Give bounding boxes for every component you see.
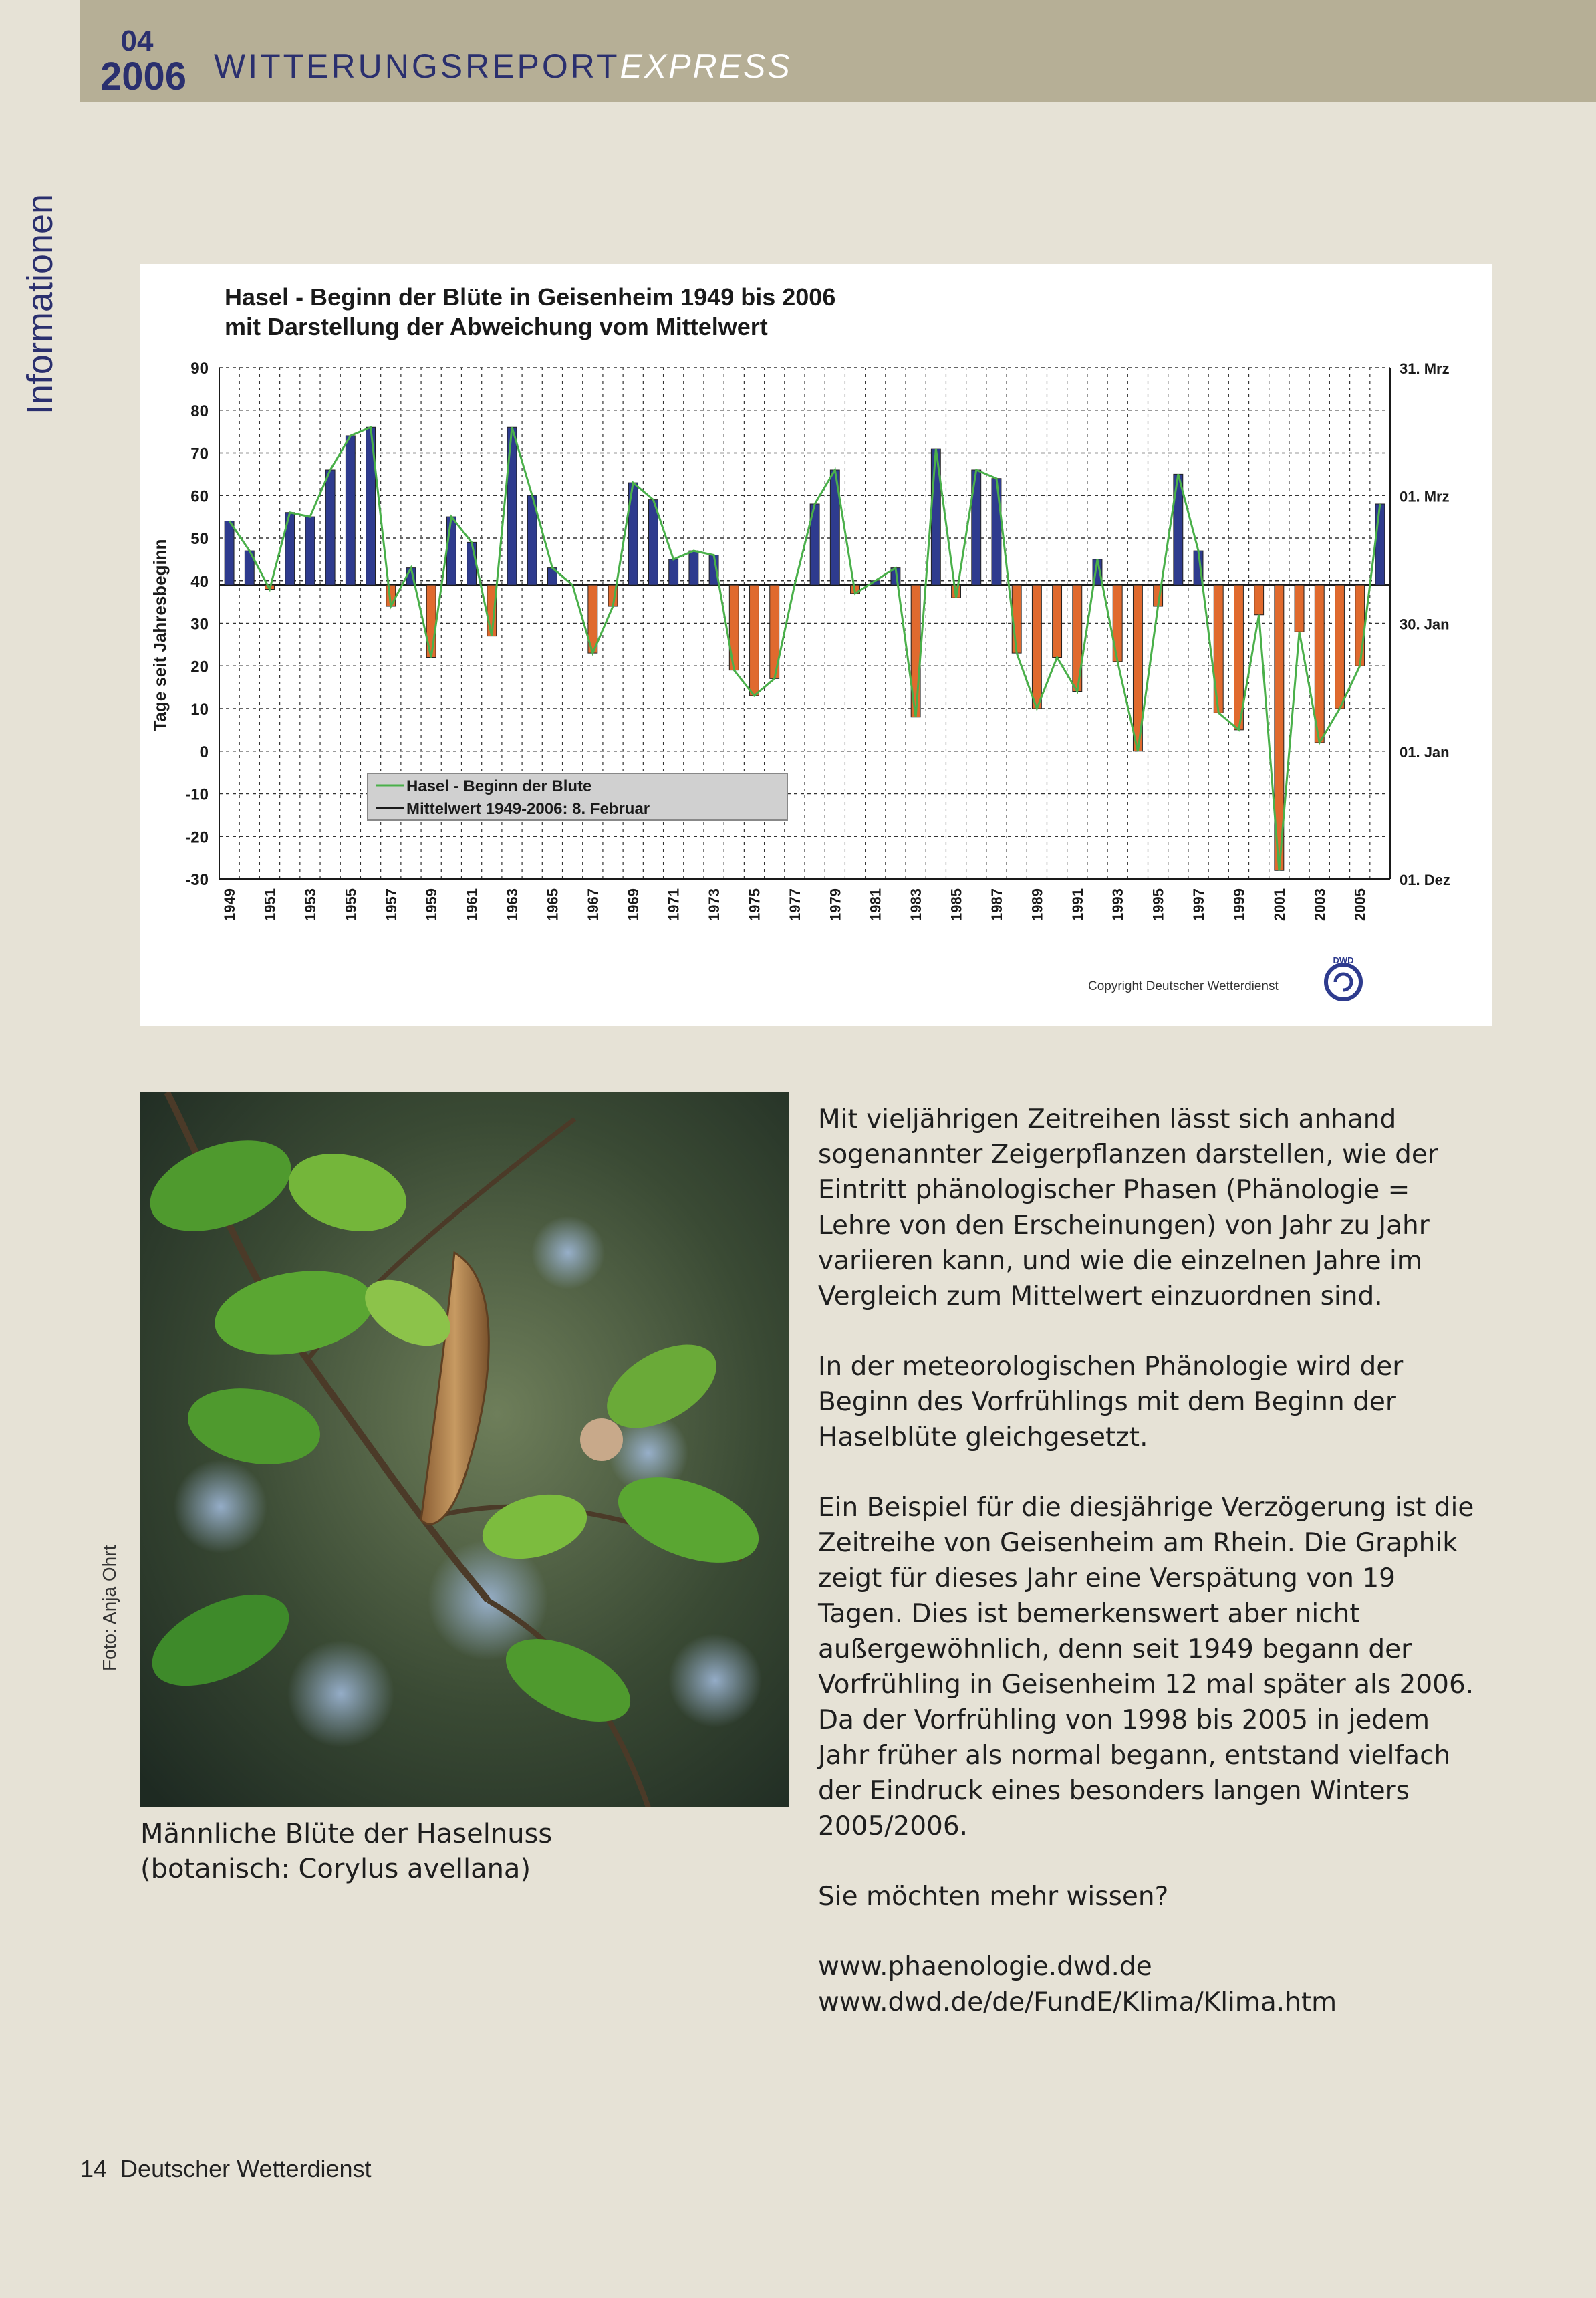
- bokeh-light: [668, 1634, 762, 1727]
- page-number: 14: [80, 2155, 108, 2182]
- bud: [580, 1418, 623, 1461]
- caption-line-1: Männliche Blüte der Haselnuss: [140, 1819, 553, 1849]
- hazel-catkin-illustration: [140, 1092, 789, 1807]
- report-title-main: WITTERUNGSREPORT: [214, 47, 620, 85]
- right-axis-date-label: 01. Mrz: [1400, 488, 1450, 505]
- y-tick-label: -30: [185, 871, 209, 889]
- y-tick-label: 30: [190, 615, 209, 634]
- report-title-suffix: EXPRESS: [620, 47, 792, 85]
- article-paragraph-3: Ein Beispiel für die diesjährige Verzögerung ist die Zeitreihe von Geisenheim am Rhein. Die Graphik zeigt für dieses Jahr eine Verspätung von 19 Tagen. Dies ist bemerkenswert aber nicht außergewöhnlich, denn seit 1949 begann der Vorfrühling in Geisenheim 12 mal später als 2006. Da der Vorfrühling von 1998 bis 2005 in jedem Jahr früher als normal begann, entstand vielfach der Eindruck eines besonders langen Winters 2005/2006.: [818, 1493, 1474, 1841]
- article-body: [818, 1102, 1486, 2020]
- x-tick-label: 1975: [746, 888, 763, 921]
- y-tick-label: 70: [190, 444, 209, 463]
- hazel-photo: [140, 1092, 789, 1807]
- x-tick-label: 1951: [261, 888, 279, 921]
- x-tick-label: 2005: [1351, 888, 1369, 921]
- y-tick-label: 50: [190, 530, 209, 548]
- y-tick-label: -20: [185, 828, 209, 847]
- x-tick-label: 1991: [1069, 888, 1086, 921]
- x-tick-label: 1981: [867, 888, 884, 921]
- x-tick-label: 1989: [1029, 888, 1046, 921]
- x-tick-label: 1993: [1109, 888, 1127, 921]
- x-tick-label: 1949: [221, 888, 239, 921]
- x-tick-label: 1955: [342, 888, 360, 921]
- y-tick-label: 90: [190, 360, 209, 378]
- report-title: [214, 47, 792, 86]
- right-axis-date-label: 30. Jan: [1400, 616, 1450, 633]
- y-tick-label: 20: [190, 658, 209, 676]
- y-tick-label: -10: [185, 785, 209, 804]
- bar-1975: [750, 585, 759, 696]
- x-tick-label: 1979: [827, 888, 844, 921]
- x-tick-label: 1997: [1190, 888, 1208, 921]
- hasel-bloom-chart: [140, 264, 1492, 1026]
- chart-legend: [368, 773, 787, 820]
- legend-mean-label: Mittelwert 1949-2006: 8. Februar: [406, 800, 650, 818]
- x-tick-label: 1999: [1230, 888, 1248, 921]
- link-dwd-klima[interactable]: www.dwd.de/de/FundE/Klima/Klima.htm: [818, 1987, 1337, 2017]
- bar-1954: [325, 470, 335, 585]
- x-tick-label: 2001: [1271, 888, 1288, 921]
- bar-1989: [1032, 585, 1041, 709]
- bar-2002: [1295, 585, 1304, 632]
- bar-2000: [1254, 585, 1264, 615]
- bar-2006: [1375, 504, 1385, 585]
- dwd-logo-ring: [1326, 965, 1361, 999]
- issue-year: 2006: [100, 55, 187, 98]
- y-tick-label: 80: [190, 402, 209, 420]
- x-tick-label: 1971: [665, 888, 682, 921]
- bokeh-light: [174, 1460, 267, 1553]
- caption-line-2: (botanisch: Corylus avellana): [140, 1854, 531, 1884]
- x-tick-label: 1965: [544, 888, 561, 921]
- y-tick-label: 0: [199, 743, 209, 761]
- side-section-label: Informationen: [20, 193, 60, 415]
- photo-credit: Foto: Anja Ohrt: [99, 1545, 120, 1671]
- bar-2003: [1315, 585, 1324, 743]
- y-tick-label: 60: [190, 487, 209, 506]
- x-tick-label: 1959: [423, 888, 440, 921]
- article-paragraph-1: Mit vieljährigen Zeitreihen lässt sich anhand sogenannter Zeigerpflanzen darstellen, wie der Eintritt phänologischer Phasen (Phänologie = Lehre von den Erscheinungen) von Jahr zu Jahr variieren kann, und wie die einzelnen Jahre im Vergleich zum Mittelwert einzuordnen sind.: [818, 1104, 1438, 1311]
- bar-2004: [1335, 585, 1345, 709]
- bar-1972: [689, 551, 698, 585]
- x-tick-label: 1967: [584, 888, 602, 921]
- bar-1953: [305, 517, 315, 585]
- page-footer: [80, 2155, 372, 2183]
- photo-caption: [140, 1817, 742, 1886]
- x-tick-label: 1953: [301, 888, 319, 921]
- y-axis-label: Tage seit Jahresbeginn: [150, 539, 170, 731]
- footer-publisher: Deutscher Wetterdienst: [120, 2155, 372, 2182]
- bar-1970: [649, 500, 658, 586]
- chart-panel: [140, 264, 1492, 1026]
- x-tick-label: 1983: [908, 888, 925, 921]
- article-more-info: Sie möchten mehr wissen?: [818, 1882, 1169, 1912]
- x-tick-label: 1995: [1150, 888, 1167, 921]
- right-axis-date-label: 01. Dez: [1400, 872, 1450, 888]
- x-tick-label: 2003: [1311, 888, 1329, 921]
- bar-2005: [1355, 585, 1365, 666]
- x-tick-label: 1961: [463, 888, 481, 921]
- bar-1961: [467, 542, 477, 585]
- bar-1949: [225, 521, 234, 586]
- link-phaenologie[interactable]: www.phaenologie.dwd.de: [818, 1952, 1152, 1982]
- chart-title-line2: mit Darstellung der Abweichung vom Mittelwert: [225, 313, 768, 340]
- dwd-logo-text: DWD: [1333, 955, 1354, 965]
- x-tick-label: 1969: [625, 888, 642, 921]
- x-tick-label: 1963: [504, 888, 521, 921]
- y-tick-label: 40: [190, 572, 209, 591]
- issue-month: 04: [120, 25, 154, 57]
- chart-copyright: Copyright Deutscher Wetterdienst: [1088, 979, 1279, 993]
- chart-title-line1: Hasel - Beginn der Blüte in Geisenheim 1949 bis 2006: [225, 283, 836, 311]
- legend-series-label: Hasel - Beginn der Blute: [406, 777, 592, 795]
- x-tick-label: 1957: [382, 888, 400, 921]
- bar-1960: [446, 517, 456, 585]
- bar-1987: [992, 479, 1001, 585]
- bokeh-light: [287, 1640, 394, 1747]
- x-tick-label: 1985: [948, 888, 965, 921]
- bar-1971: [669, 559, 678, 585]
- bar-1990: [1053, 585, 1062, 657]
- article-paragraph-2: In der meteorologischen Phänologie wird der Beginn des Vorfrühlings mit dem Beginn der Haselblüte gleichgesetzt.: [818, 1352, 1404, 1452]
- y-tick-label: 10: [190, 700, 209, 719]
- bar-1955: [346, 436, 355, 585]
- dwd-logo: [1326, 955, 1361, 999]
- issue-number: [100, 25, 187, 98]
- right-axis-date-label: 31. Mrz: [1400, 360, 1450, 377]
- x-tick-label: 1977: [786, 888, 803, 921]
- bokeh-light: [531, 1216, 605, 1289]
- right-axis-date-label: 01. Jan: [1400, 743, 1450, 761]
- x-tick-label: 1987: [988, 888, 1005, 921]
- dwd-logo-swirl: [1335, 974, 1351, 990]
- x-tick-label: 1973: [706, 888, 723, 921]
